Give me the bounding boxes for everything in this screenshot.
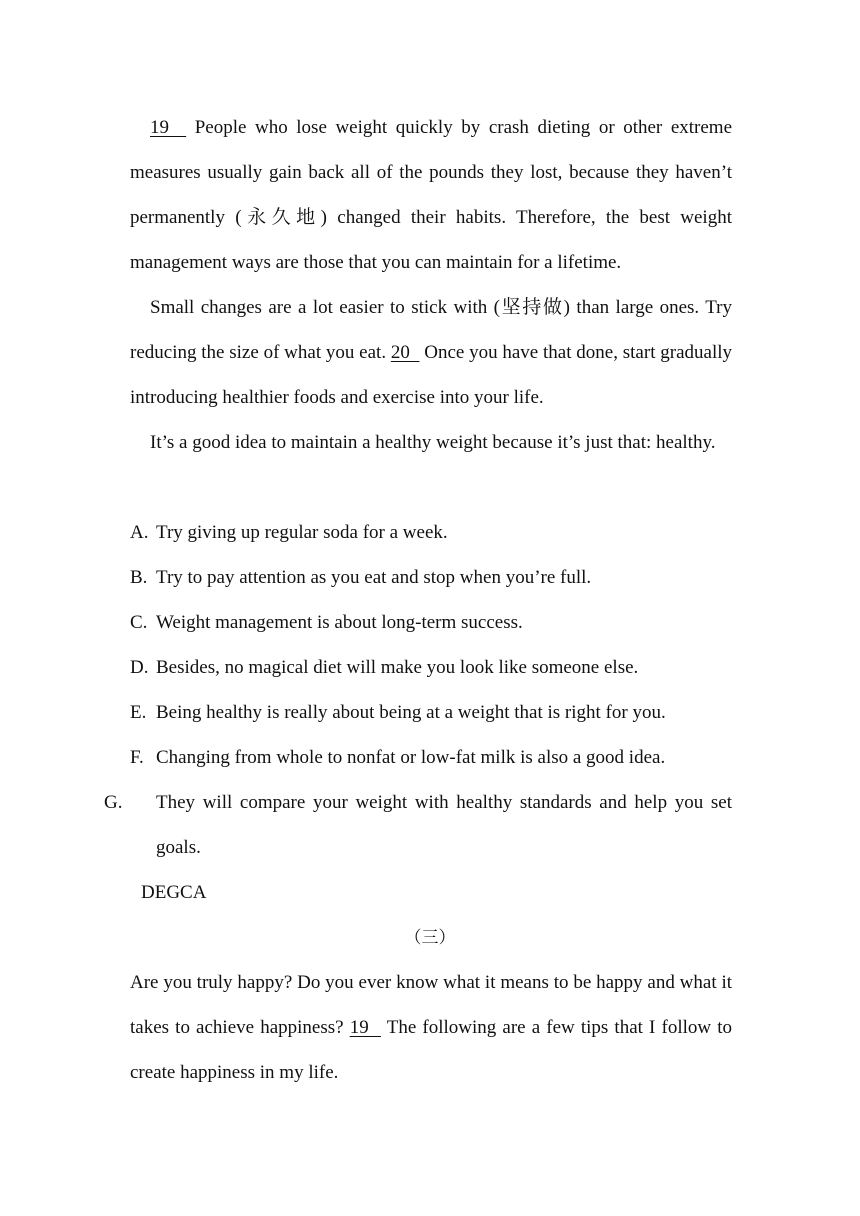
option-d-text: Besides, no magical diet will make you look like someone else. <box>156 657 639 678</box>
paragraph-4 <box>130 960 732 1095</box>
option-c-letter: C. <box>130 612 148 633</box>
option-b <box>130 555 732 600</box>
option-d-letter: D. <box>130 657 149 678</box>
option-a <box>130 510 732 555</box>
option-f <box>130 735 732 780</box>
option-b-text: Try to pay attention as you eat and stop when you’re full. <box>156 567 592 588</box>
option-a-letter: A. <box>130 522 149 543</box>
option-f-text: Changing from whole to nonfat or low-fat milk is also a good idea. <box>156 747 666 768</box>
paragraph-2-text-before: Small changes are a lot easier to stick with (坚持做) than large ones. Try reducing the size of what you eat. <box>130 297 732 363</box>
paragraph-3 <box>130 420 732 465</box>
option-e-text: Being healthy is really about being at a weight that is right for you. <box>156 702 666 723</box>
option-c <box>130 600 732 645</box>
option-e <box>130 690 732 735</box>
blank-19-second: 19 <box>349 1017 381 1038</box>
blank-20: 20 <box>390 342 420 363</box>
option-c-text: Weight management is about long-term success. <box>156 612 523 633</box>
option-b-letter: B. <box>130 567 148 588</box>
answer-key: DEGCA <box>141 882 207 903</box>
option-g-letter: G. <box>104 792 123 813</box>
option-d <box>130 645 732 690</box>
paragraph-2 <box>130 285 732 420</box>
option-f-letter: F. <box>130 747 144 768</box>
paragraph-1 <box>130 105 732 285</box>
paragraph-4-text-after: The following are a few tips that I follow to create happiness in my life. <box>130 1017 733 1083</box>
paragraph-1-text: People who lose weight quickly by crash dieting or other extreme measures usually gain back all of the pounds they lost, because they haven’t permanently (永久地) changed their habits. Therefore, the best weight management ways are those that you can maintain for a lifetime. <box>130 117 733 273</box>
option-g <box>104 780 732 870</box>
option-g-text: They will compare your weight with healthy standards and help you set goals. <box>156 792 732 858</box>
paragraph-4-text-before: Are you truly happy? Do you ever know what it means to be happy and what it takes to achieve happiness? <box>130 972 732 1038</box>
section-title: （三） <box>404 928 456 947</box>
paragraph-3-text: It’s a good idea to maintain a healthy weight because it’s just that: healthy. <box>150 432 716 453</box>
blank-19: 19 <box>150 117 187 138</box>
option-a-text: Try giving up regular soda for a week. <box>156 522 448 543</box>
paragraph-2-text-after: Once you have that done, start gradually introducing healthier foods and exercise into your life. <box>130 342 733 408</box>
option-e-letter: E. <box>130 702 147 723</box>
